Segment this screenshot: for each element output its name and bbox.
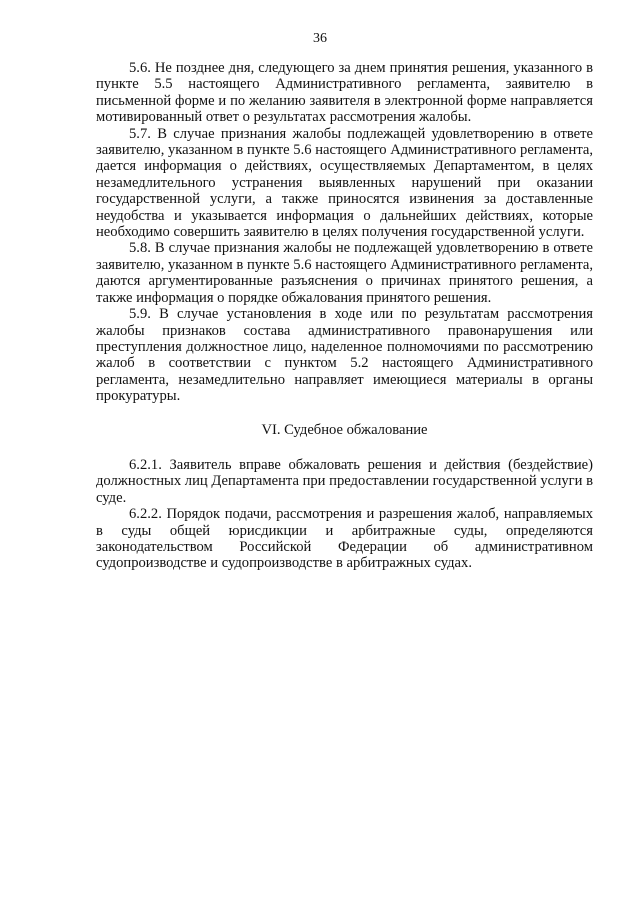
paragraph-6-2-2: 6.2.2. Порядок подачи, рассмотрения и разрешения жалоб, направляемых в суды общей юрисдикции и арбитражные суды, определяются законодательством Российской Федерации об административном судопроизводстве и судопроизводстве в арбитражных судах.: [96, 506, 593, 572]
page-number: 36: [313, 31, 327, 46]
paragraph-5-6: 5.6. Не позднее дня, следующего за днем принятия решения, указанного в пункте 5.5 настоящего Административного регламента, заявителю в письменной форме и по желанию заявителя в электронной форме направляется мотивированный ответ о результатах рассмотрения жалобы.: [96, 60, 593, 126]
paragraph-5-9: 5.9. В случае установления в ходе или по результатам рассмотрения жалобы признаков состава административного правонарушения или преступления должностное лицо, наделенное полномочиями по рассмотрению жалоб в соответствии с пунктом 5.2 настоящего Административного регламента, незамедлительно направляет имеющиеся материалы в органы прокуратуры.: [96, 306, 593, 405]
section-heading: VI. Судебное обжалование: [261, 421, 428, 438]
paragraph-5-8: 5.8. В случае признания жалобы не подлежащей удовлетворению в ответе заявителю, указанном в пункте 5.6 настоящего Административного регламента, даются аргументированные разъяснения о причинах принятого решения, а также информация о порядке обжалования принятого решения.: [96, 240, 593, 306]
paragraph-5-7: 5.7. В случае признания жалобы подлежащей удовлетворению в ответе заявителю, указанном в пункте 5.6 настоящего Административного регламента, дается информация о действиях, осуществляемых Департаментом, в целях незамедлительного устранения выявленных нарушений при оказании государственной услуги, а также приносятся извинения за доставленные неудобства и указывается информация о дальнейших действиях, которые необходимо совершить заявителю в целях получения государственной услуги.: [96, 125, 593, 241]
document-body: [96, 60, 593, 572]
paragraph-6-2-1: 6.2.1. Заявитель вправе обжаловать решения и действия (бездействие) должностных лиц Департамента при предоставлении государственной услуги в суде.: [96, 456, 594, 506]
